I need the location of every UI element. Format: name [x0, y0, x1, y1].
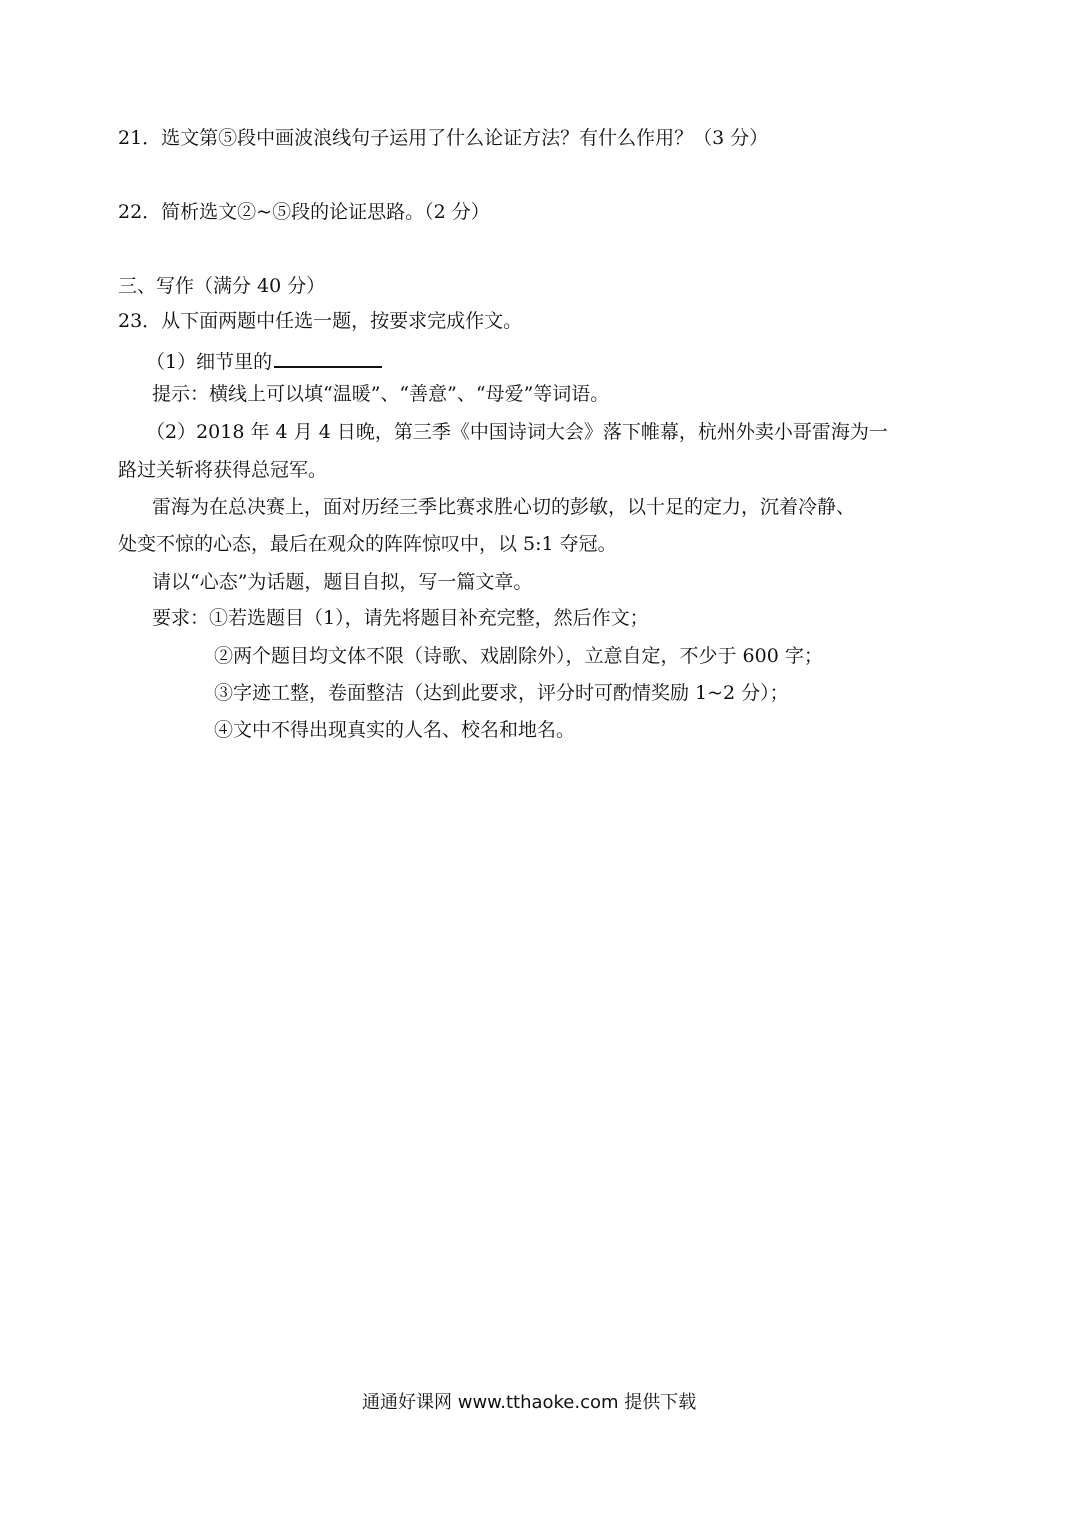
fill-in-blank-line: [274, 346, 382, 368]
essay-topic: 请以“心态”为话题，题目自拟，写一篇文章。: [152, 571, 533, 593]
requirement-3: ③字迹工整，卷面整洁（达到此要求，评分时可酌情奖励 1~2 分）；: [214, 682, 789, 704]
essay-option-1: [146, 346, 382, 374]
page-footer: 通通好课网 www.tthaoke.com 提供下载: [362, 1392, 697, 1413]
essay-option-1-label: （1）细节里的: [146, 351, 273, 373]
essay-hint: 提示：横线上可以填“温暖”、“善意”、“母爱”等词语。: [152, 383, 610, 405]
question-21: 21．选文第⑤段中画波浪线句子运用了什么论证方法？有什么作用？（3 分）: [118, 127, 769, 149]
requirement-1: 要求：①若选题目（1），请先将题目补充完整，然后作文；: [152, 607, 649, 629]
material-paragraph-line-1: 雷海为在总决赛上，面对历经三季比赛求胜心切的彭敏，以十足的定力，沉着冷静、: [152, 496, 856, 518]
requirement-2: ②两个题目均文体不限（诗歌、戏剧除外），立意自定，不少于 600 字；: [214, 645, 823, 667]
essay-option-2-line-1: （2）2018 年 4 月 4 日晚，第三季《中国诗词大会》落下帷幕，杭州外卖小哥雷海为一: [146, 421, 888, 443]
requirement-4: ④文中不得出现真实的人名、校名和地名。: [214, 719, 576, 741]
question-22: 22．简析选文②~⑤段的论证思路。（2 分）: [118, 201, 490, 223]
section-title-writing: 三、写作（满分 40 分）: [118, 275, 326, 297]
essay-option-2-line-2: 路过关斩将获得总冠军。: [118, 459, 328, 481]
material-paragraph-line-2: 处变不惊的心态，最后在观众的阵阵惊叹中，以 5:1 夺冠。: [118, 533, 617, 555]
question-23: 23．从下面两题中任选一题，按要求完成作文。: [118, 310, 523, 332]
